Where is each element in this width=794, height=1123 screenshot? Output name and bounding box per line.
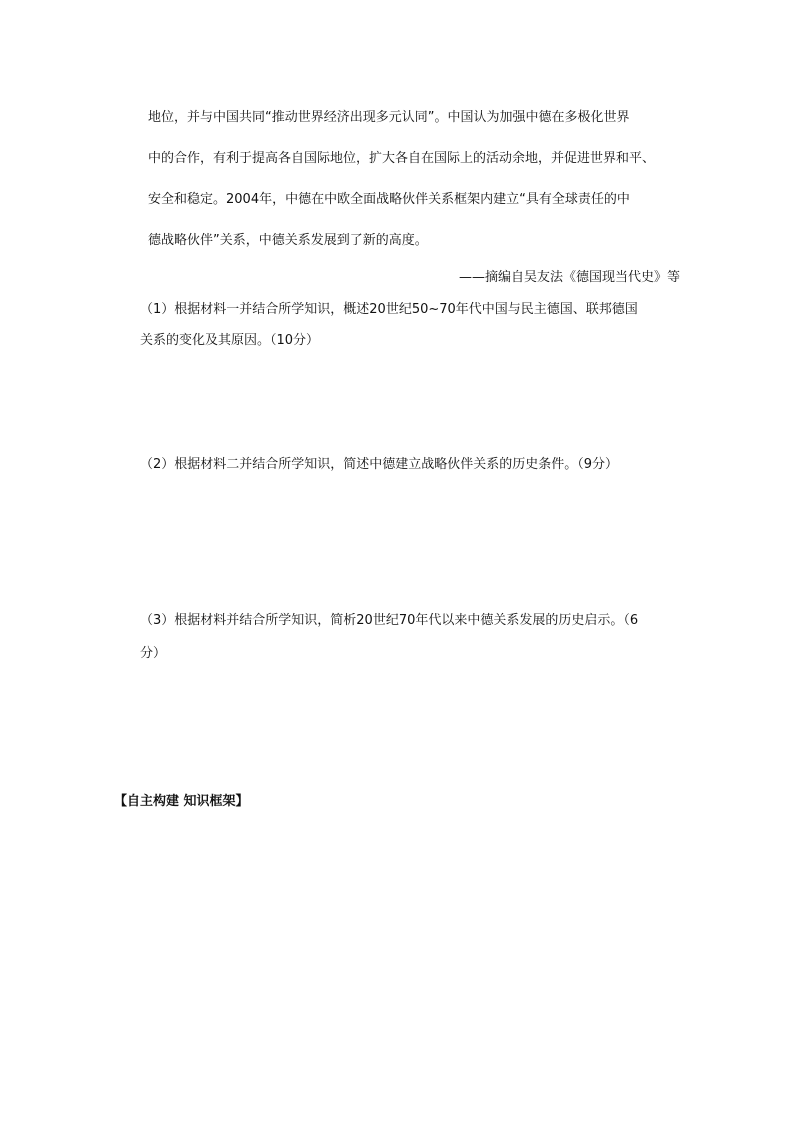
material-line: 地位，并与中国共同“推动世界经济出现多元认同”。中国认为加强中德在多极化世界 [148,110,630,125]
material-line: 安全和稳定。2004年，中德在中欧全面战略伙伴关系框架内建立“具有全球责任的中 [148,192,630,207]
question-line: 分） [140,646,167,661]
question-line: （3）根据材料并结合所学知识，简析20世纪70年代以来中德关系发展的历史启示。（6 [140,613,639,628]
material-line: 德战略伙伴”关系，中德关系发展到了新的高度。 [148,233,428,248]
section-heading: 【自主构建 知识框架】 [114,794,249,809]
question-line: （1）根据材料一并结合所学知识，概述20世纪50~70年代中国与民主德国、联邦德国 [140,302,638,317]
question-line: 关系的变化及其原因。（10分） [140,333,320,348]
material-line: 中的合作，有利于提高各自国际地位，扩大各自在国际上的活动余地，并促进世界和平、 [148,151,656,166]
material-source: ——摘编自吴友法《德国现当代史》等 [458,270,680,285]
question-line: （2）根据材料二并结合所学知识，简述中德建立战略伙伴关系的历史条件。（9分） [140,457,619,472]
